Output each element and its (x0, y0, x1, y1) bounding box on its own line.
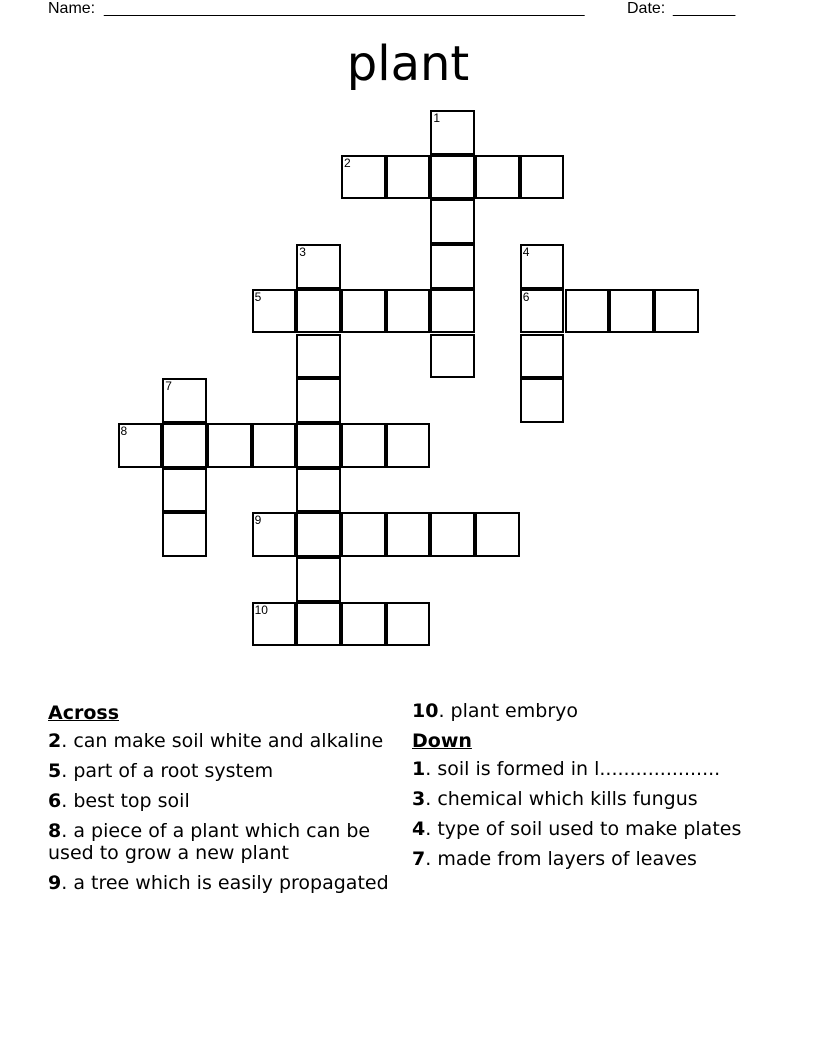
clue-text: type of soil used to make plates (437, 818, 742, 840)
crossword-cell[interactable] (430, 199, 475, 244)
crossword-cell[interactable] (207, 423, 252, 468)
crossword-cell[interactable] (430, 155, 475, 200)
cell-number: 6 (522, 289, 530, 304)
clue-down-3: 3. chemical which kills fungus (412, 788, 698, 810)
name-label: Name: (48, 0, 96, 17)
crossword-cell[interactable] (430, 110, 475, 155)
crossword-cell[interactable] (162, 468, 207, 513)
clue-text: chemical which kills fungus (437, 788, 698, 810)
clue-number: 1 (412, 758, 426, 780)
crossword-cell[interactable] (386, 602, 431, 647)
crossword-cell[interactable] (565, 289, 610, 334)
puzzle-title: plant (346, 36, 470, 92)
cell-number: 9 (254, 513, 262, 528)
crossword-cell[interactable] (386, 289, 431, 334)
crossword-cell[interactable] (252, 289, 297, 334)
clue-number: 5 (48, 760, 62, 782)
cell-number: 1 (433, 111, 441, 125)
clue-text: can make soil white and alkaline (73, 730, 384, 752)
crossword-cell[interactable] (162, 378, 207, 423)
crossword-cell[interactable] (296, 512, 341, 557)
clue-text: plant embryo (450, 700, 578, 722)
crossword-cell[interactable] (296, 557, 341, 602)
cell-number: 4 (522, 245, 530, 260)
cell-number: 10 (254, 602, 268, 617)
crossword-cell[interactable] (520, 155, 565, 200)
crossword-cell[interactable] (654, 289, 699, 334)
down-heading: Down (412, 730, 472, 752)
cell-number: 2 (344, 155, 351, 170)
clue-text: part of a root system (73, 760, 274, 782)
crossword-cell[interactable] (252, 423, 297, 468)
crossword-cell[interactable] (520, 334, 565, 379)
crossword-cell[interactable] (296, 423, 341, 468)
crossword-cell[interactable] (296, 244, 341, 289)
crossword-cell[interactable] (430, 244, 475, 289)
cell-number: 7 (165, 379, 172, 394)
crossword-cell[interactable] (252, 602, 297, 647)
clues-right-column (412, 700, 757, 878)
clue-down-4: 4. type of soil used to make plates (412, 818, 742, 840)
clue-number: 7 (412, 848, 426, 870)
clue-text: made from layers of leaves (437, 848, 697, 870)
crossword-cell[interactable] (296, 378, 341, 423)
crossword-cell[interactable] (386, 512, 431, 557)
crossword-cell[interactable] (118, 423, 163, 468)
crossword-cell[interactable] (162, 512, 207, 557)
clue-number: 9 (48, 872, 62, 894)
crossword-cell[interactable] (341, 423, 386, 468)
crossword-cell[interactable] (162, 423, 207, 468)
clue-number: 2 (48, 730, 62, 752)
crossword-cell[interactable] (520, 378, 565, 423)
crossword-cell[interactable] (296, 289, 341, 334)
clue-across-5: 5. part of a root system (48, 760, 274, 782)
crossword-cell[interactable] (341, 289, 386, 334)
crossword-cell[interactable] (520, 289, 565, 334)
clue-number: 3 (412, 788, 426, 810)
crossword-cell[interactable] (296, 602, 341, 647)
crossword-cell[interactable] (430, 334, 475, 379)
crossword-cell[interactable] (475, 512, 520, 557)
clue-number: 8 (48, 820, 62, 842)
cell-number: 8 (120, 423, 128, 438)
crossword-cell[interactable] (296, 468, 341, 513)
clue-number: 10 (412, 700, 439, 722)
crossword-cell[interactable] (341, 602, 386, 647)
crossword-cell[interactable] (296, 334, 341, 379)
clue-text: soil is formed in l.................... (437, 758, 721, 780)
crossword-cell[interactable] (341, 512, 386, 557)
crossword-cell[interactable] (430, 289, 475, 334)
clue-text: best top soil (73, 790, 190, 812)
crossword-cell[interactable] (252, 512, 297, 557)
clue-across-2: 2. can make soil white and alkaline (48, 730, 384, 752)
crossword-cell[interactable] (341, 155, 386, 200)
clue-down-7: 7. made from layers of leaves (412, 848, 697, 870)
crossword-cell[interactable] (475, 155, 520, 200)
clue-across-9: 9. a tree which is easily propagated (48, 872, 389, 894)
name-field[interactable]: ______________________________________________________ (104, 0, 585, 17)
clue-across-8: 8. a piece of a plant which can be used to grow a new plant (48, 820, 371, 864)
clue-down-1: 1. soil is formed in l.................... (412, 758, 721, 780)
clues-left-column (48, 700, 393, 902)
crossword-cell[interactable] (430, 512, 475, 557)
date-field[interactable]: _______ (673, 0, 736, 17)
crossword-cell[interactable] (386, 155, 431, 200)
clue-number: 6 (48, 790, 62, 812)
crossword-cell[interactable] (609, 289, 654, 334)
cell-number: 3 (299, 245, 306, 260)
crossword-cell[interactable] (520, 244, 565, 289)
date-label: Date: (627, 0, 666, 17)
cell-number: 5 (254, 289, 262, 304)
clue-text: a piece of a plant which can be used to grow a new plant (48, 820, 371, 864)
clue-text: a tree which is easily propagated (73, 872, 389, 894)
clue-number: 4 (412, 818, 426, 840)
across-heading: Across (48, 702, 120, 724)
clue-across-10: 10. plant embryo (412, 700, 578, 722)
crossword-cell[interactable] (386, 423, 431, 468)
clue-across-6: 6. best top soil (48, 790, 190, 812)
